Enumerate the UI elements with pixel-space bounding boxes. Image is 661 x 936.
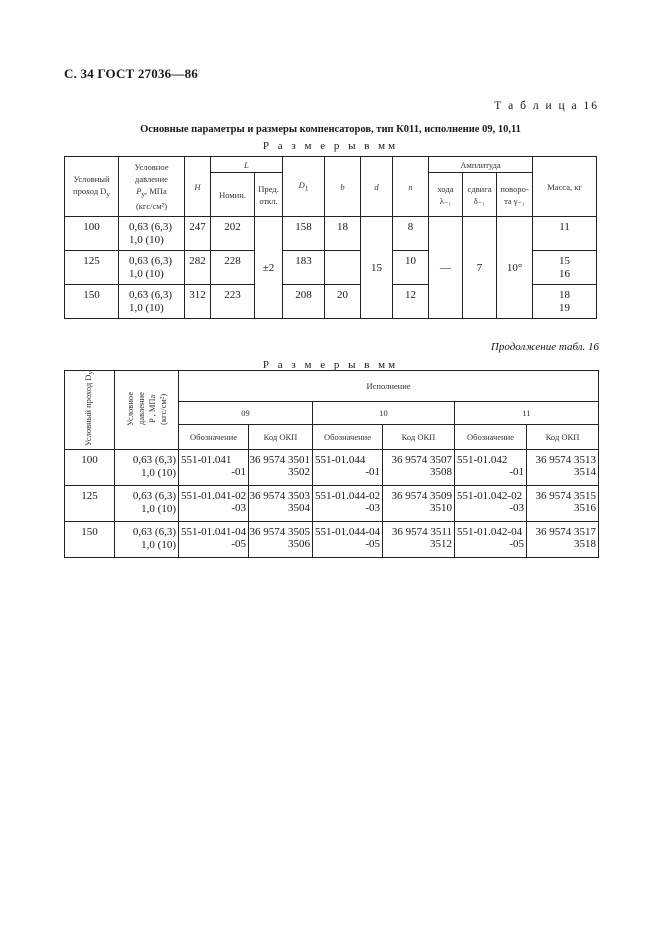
cell-okp-09: 36 9574 3503 3504: [249, 486, 313, 522]
header-L: L: [211, 157, 283, 173]
cell-dn: 150: [65, 285, 119, 319]
header-mass: Масса, кг: [533, 157, 597, 217]
cell-mass: 11: [533, 217, 597, 251]
cell-designation-09: 551-01.041 -01: [179, 450, 249, 486]
header-nominal-passage: Условный проход $D_у$: [65, 371, 115, 450]
cell-pressure: 0,63 (6,3) 1,0 (10): [119, 251, 185, 285]
cell-L-nominal: 228: [211, 251, 255, 285]
table-label: Т а б л и ц а 16: [494, 100, 599, 112]
header-b: b: [325, 157, 361, 217]
cell-designation-09: 551-01.041-04 -05: [179, 522, 249, 558]
header-L-nominal: Номин.: [211, 173, 255, 217]
header-pressure: Условное давление P , МПа (кгс/см²): [115, 371, 179, 450]
header-L-deviation: Пред. откл.: [255, 173, 283, 217]
cell-b: 18: [325, 217, 361, 251]
cell-H: 312: [185, 285, 211, 319]
header-nominal-passage: Условный проход $D_у$: [65, 157, 119, 217]
cell-okp-09: 36 9574 3505 3506: [249, 522, 313, 558]
cell-designation-09: 551-01.041-02 -03: [179, 486, 249, 522]
header-okp-09: Код ОКП: [249, 424, 313, 450]
units-label-2: Р а з м е р ы в мм: [262, 359, 399, 371]
table-row: [65, 450, 599, 486]
cell-okp-11: 36 9574 3515 3516: [527, 486, 599, 522]
cell-okp-11: 36 9574 3517 3518: [527, 522, 599, 558]
header-d: d: [361, 157, 393, 217]
cell-n: 8: [393, 217, 429, 251]
cell-okp-10: 36 9574 3507 3508: [383, 450, 455, 486]
continuation-label: Продолжение табл. 16: [490, 341, 599, 353]
cell-designation-11: 551-01.042-02 -03: [455, 486, 527, 522]
table-row: [65, 486, 599, 522]
header-D1: $D_1$: [283, 157, 325, 217]
cell-dn: 100: [65, 217, 119, 251]
cell-D1: 183: [283, 251, 325, 285]
parameters-table: [64, 156, 597, 319]
cell-H: 282: [185, 251, 211, 285]
cell-pressure: 0,63 (6,3) 1,0 (10): [115, 486, 179, 522]
cell-pressure: 0,63 (6,3) 1,0 (10): [115, 450, 179, 486]
header-exec-11: 11: [455, 401, 599, 424]
cell-mass: 15 16: [533, 251, 597, 285]
header-execution: Исполнение: [179, 371, 599, 402]
cell-okp-10: 36 9574 3509 3510: [383, 486, 455, 522]
cell-D1: 208: [283, 285, 325, 319]
header-amp-turn: поворо- та γ₋₁: [497, 173, 533, 217]
units-label: Р а з м е р ы в мм: [262, 140, 399, 152]
header-exec-09: 09: [179, 401, 313, 424]
header-amp-stroke: хода λ₋₁: [429, 173, 463, 217]
cell-mass: 18 19: [533, 285, 597, 319]
cell-amp-stroke: —: [429, 217, 463, 319]
cell-designation-10: 551-01.044 -01: [313, 450, 383, 486]
header-n: n: [393, 157, 429, 217]
page-header: С. 34 ГОСТ 27036—86: [64, 66, 198, 81]
cell-designation-10: 551-01.044-04 -05: [313, 522, 383, 558]
header-okp-11: Код ОКП: [527, 424, 599, 450]
cell-okp-10: 36 9574 3511 3512: [383, 522, 455, 558]
cell-d: 15: [361, 217, 393, 319]
cell-L-nominal: 223: [211, 285, 255, 319]
header-okp-10: Код ОКП: [383, 424, 455, 450]
header-amp-shift: сдвига δ₋₁: [463, 173, 497, 217]
cell-b: [325, 251, 361, 285]
designation-table: [64, 370, 599, 558]
cell-pressure: 0,63 (6,3) 1,0 (10): [115, 522, 179, 558]
table-row: [65, 217, 597, 251]
cell-dn: 125: [65, 251, 119, 285]
header-designation-10: Обозначение: [313, 424, 383, 450]
header-H: H: [185, 157, 211, 217]
header-designation-09: Обозначение: [179, 424, 249, 450]
cell-dn: 100: [65, 450, 115, 486]
cell-L-nominal: 202: [211, 217, 255, 251]
cell-b: 20: [325, 285, 361, 319]
cell-n: 12: [393, 285, 429, 319]
table-row: [65, 522, 599, 558]
cell-H: 247: [185, 217, 211, 251]
cell-D1: 158: [283, 217, 325, 251]
cell-pressure: 0,63 (6,3) 1,0 (10): [119, 217, 185, 251]
cell-dn: 150: [65, 522, 115, 558]
cell-dn: 125: [65, 486, 115, 522]
header-designation-11: Обозначение: [455, 424, 527, 450]
cell-n: 10: [393, 251, 429, 285]
header-pressure: Условное давление $P_у$, МПа (кгс/см²): [119, 157, 185, 217]
cell-designation-11: 551-01.042 -01: [455, 450, 527, 486]
cell-designation-10: 551-01.044-02 -03: [313, 486, 383, 522]
cell-amp-shift: 7: [463, 217, 497, 319]
cell-pressure: 0,63 (6,3) 1,0 (10): [119, 285, 185, 319]
cell-L-deviation: ±2: [255, 217, 283, 319]
cell-okp-09: 36 9574 3501 3502: [249, 450, 313, 486]
table-title: Основные параметры и размеры компенсаторов, тип К011, исполнение 09, 10,11: [140, 124, 521, 135]
cell-okp-11: 36 9574 3513 3514: [527, 450, 599, 486]
cell-amp-turn: 10°: [497, 217, 533, 319]
cell-designation-11: 551-01.042-04 -05: [455, 522, 527, 558]
header-amplitude: Амплитуда: [429, 157, 533, 173]
header-exec-10: 10: [313, 401, 455, 424]
